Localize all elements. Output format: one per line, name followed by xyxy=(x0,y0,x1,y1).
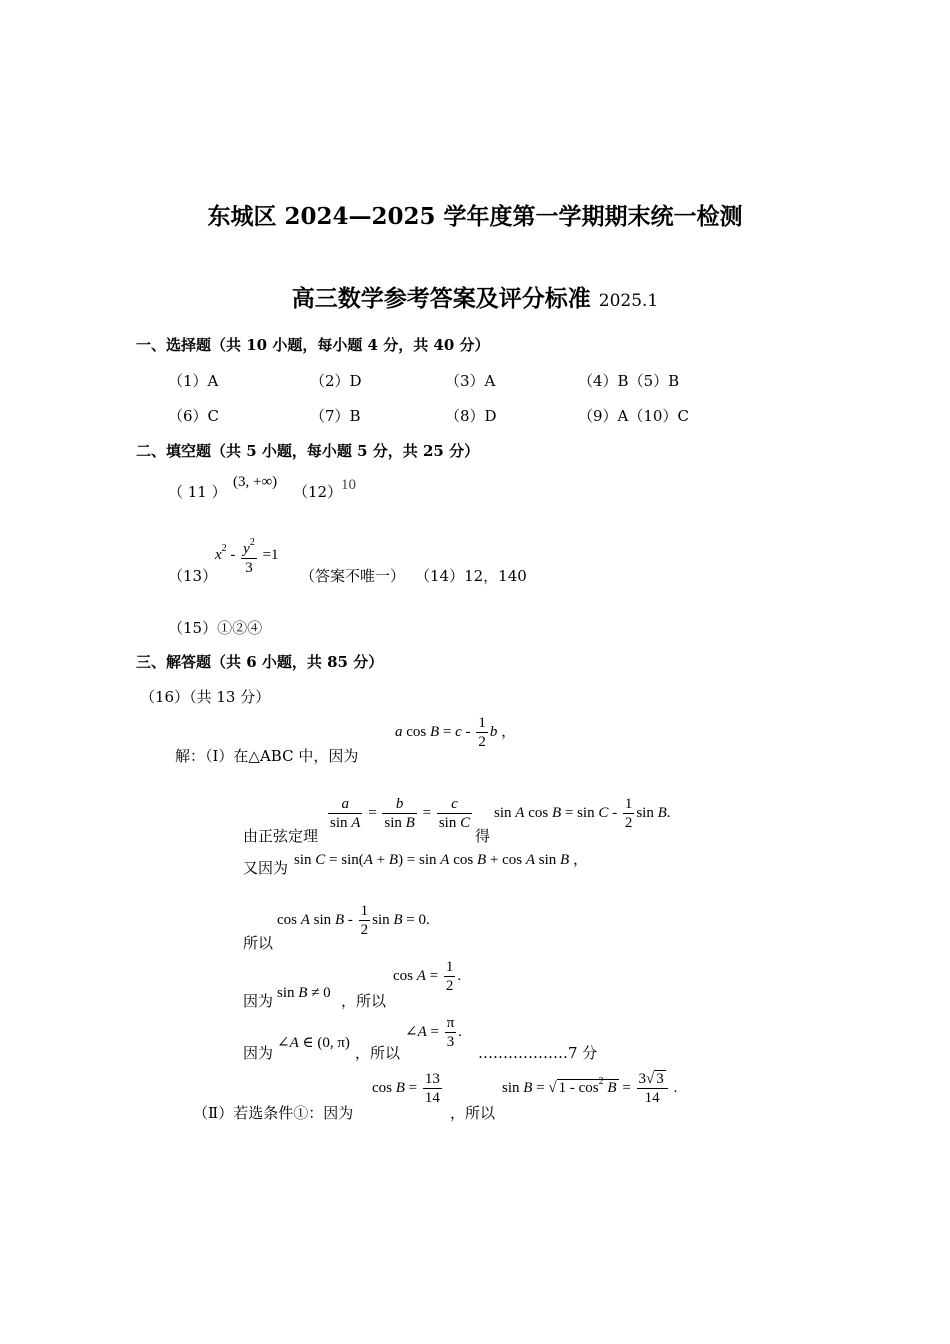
answer-9-10: （9）A（10）C xyxy=(578,407,689,425)
section3-heading: 三、解答题（共 6 小题，共 85 分） xyxy=(136,653,384,671)
answer-7: （7）B xyxy=(310,407,361,425)
part2-suoyi: ，所以 xyxy=(450,1104,496,1122)
suoyi-label-3: ，所以 xyxy=(355,1044,401,1062)
answer-3: （3）A xyxy=(445,372,496,390)
sinB-nonzero-formula: sin B ≠ 0 xyxy=(277,985,331,1001)
answer-8: （8）D xyxy=(445,407,497,425)
q13-equation: $x^2$ - $\frac{y^2}{3}$ =1 xyxy=(215,534,279,577)
angle-value-formula: ∠A = $\frac{\pi}{3}$ . xyxy=(405,1015,463,1050)
sine-rule-formula: $\frac{a}{\text{sin A}}$ = $\frac{b}{\text{sin B}}$ = $\frac{c}{\text{sin C}}$ xyxy=(330,796,471,831)
q16-heading: （16）（共 13 分） xyxy=(140,688,271,706)
part2-intro: （Ⅱ）若选条件①：因为 xyxy=(193,1104,354,1122)
sine-rule-label: 由正弦定理 xyxy=(243,827,319,845)
score-7: ………………7 分 xyxy=(478,1044,598,1062)
yinwei-label-2: 因为 xyxy=(243,1044,274,1062)
section2-heading: 二、填空题（共 5 小题，每小题 5 分，共 25 分） xyxy=(136,442,480,460)
q12-label: （12） xyxy=(293,483,343,501)
cosA-value-formula: cos A = $\frac{1}{2}$ . xyxy=(393,959,462,994)
condition-formula: a cos B = c - $\frac{1}{2}$ b ， xyxy=(395,715,517,750)
sinB-value-formula: sin B = √ $1 - \cos^2 B$ = $\frac{3√ 3}{14}$ . xyxy=(502,1071,678,1106)
document-date: 2025.1 xyxy=(598,291,659,311)
answer-2: （2）D xyxy=(310,372,362,390)
answer-4-5: （4）B（5）B xyxy=(578,372,680,390)
q12-answer: 10 xyxy=(341,477,356,493)
document-subtitle xyxy=(0,280,950,313)
yinwei-label-1: 因为 xyxy=(243,992,274,1010)
angle-range-formula: ∠A ∈ (0, π) xyxy=(277,1035,350,1051)
sinC-expansion-formula: sin C = sin(A + B) = sin A cos B + cos A sin B ， xyxy=(294,852,588,868)
subtitle-text: 高三数学参考答案及评分标准 xyxy=(291,285,591,312)
q13-note: （答案不唯一） xyxy=(300,567,406,585)
q11-answer: (3, +∞) xyxy=(233,474,278,490)
q14-answer: （14）12，140 xyxy=(415,567,527,585)
suoyi-label-1: 所以 xyxy=(243,934,274,952)
answer-6: （6）C xyxy=(168,407,220,425)
cosB-value-formula: cos B = $\frac{13}{14}$ xyxy=(372,1071,440,1106)
answer-1: （1）A xyxy=(168,372,219,390)
q13-label: （13） xyxy=(168,567,218,585)
suoyi-label-2: ，所以 xyxy=(341,992,387,1010)
q11-label: （ 11 ） xyxy=(168,483,227,501)
section1-heading: 一、选择题（共 10 小题，每小题 4 分，共 40 分） xyxy=(136,336,490,354)
part1-intro: 解：（Ⅰ）在△ABC 中，因为 xyxy=(175,747,359,765)
document-title: 东城区 2024—2025 学年度第一学期期末统一检测 xyxy=(207,203,743,230)
sine-derived-formula: sin A cos B = sin C - $\frac{1}{2}$ sin B. xyxy=(494,796,671,831)
q15-answer: （15）①②④ xyxy=(168,619,263,637)
youyinwei-label: 又因为 xyxy=(243,859,289,877)
word-de: 得 xyxy=(475,827,491,845)
cosA-sinB-formula: cos A sin B - $\frac{1}{2}$ sin B = 0. xyxy=(277,903,430,938)
